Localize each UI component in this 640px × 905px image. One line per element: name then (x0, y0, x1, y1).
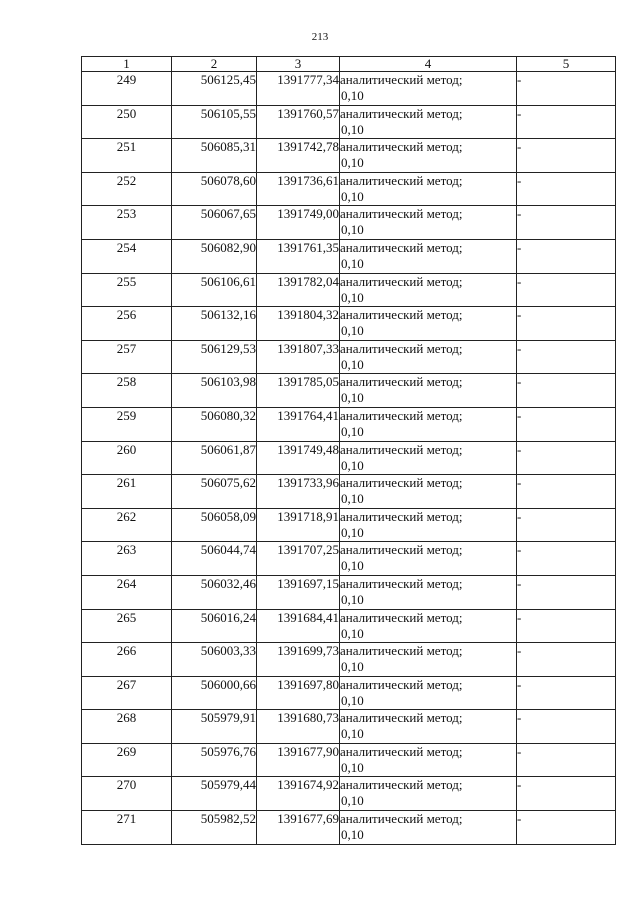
page-number: 213 (311, 31, 329, 43)
note-cell: - (517, 139, 616, 173)
table-row (82, 105, 616, 139)
y-coordinate-cell: 1391697,15 (257, 575, 340, 609)
x-coordinate-cell: 506125,45 (172, 72, 257, 106)
point-number-cell: 271 (82, 811, 172, 845)
point-number-cell: 253 (82, 206, 172, 240)
method-cell (340, 340, 517, 374)
x-coordinate-cell: 506032,46 (172, 575, 257, 609)
x-coordinate-cell: 505982,52 (172, 811, 257, 845)
point-number-cell: 264 (82, 575, 172, 609)
method-text: аналитический метод; (340, 777, 463, 793)
accuracy-text: 0,10 (341, 827, 364, 843)
point-number-cell: 258 (82, 374, 172, 408)
method-cell (340, 777, 517, 811)
y-coordinate-cell: 1391680,73 (257, 710, 340, 744)
method-text: аналитический метод; (340, 743, 463, 759)
method-cell (340, 609, 517, 643)
table-row (82, 273, 616, 307)
y-coordinate-cell: 1391677,69 (257, 811, 340, 845)
x-coordinate-cell: 505979,44 (172, 777, 257, 811)
column-header-note: 5 (517, 57, 616, 72)
x-coordinate-cell: 506067,65 (172, 206, 257, 240)
method-text: аналитический метод; (340, 676, 463, 692)
note-cell: - (517, 609, 616, 643)
x-coordinate-cell: 506132,16 (172, 307, 257, 341)
note-cell: - (517, 239, 616, 273)
method-cell (340, 172, 517, 206)
note-cell: - (517, 340, 616, 374)
x-coordinate-cell: 505976,76 (172, 743, 257, 777)
table-row (82, 811, 616, 845)
accuracy-text: 0,10 (341, 188, 364, 204)
method-cell (340, 743, 517, 777)
method-cell (340, 139, 517, 173)
accuracy-text: 0,10 (341, 255, 364, 271)
accuracy-text: 0,10 (341, 121, 364, 137)
method-text: аналитический метод; (340, 139, 463, 155)
method-cell (340, 441, 517, 475)
table-row (82, 407, 616, 441)
note-cell: - (517, 811, 616, 845)
accuracy-text: 0,10 (341, 759, 364, 775)
coordinates-table (81, 56, 616, 845)
y-coordinate-cell: 1391761,35 (257, 239, 340, 273)
note-cell: - (517, 777, 616, 811)
accuracy-text: 0,10 (341, 423, 364, 439)
table-row (82, 139, 616, 173)
note-cell: - (517, 710, 616, 744)
accuracy-text: 0,10 (341, 524, 364, 540)
table-row (82, 743, 616, 777)
accuracy-text: 0,10 (341, 491, 364, 507)
column-header-y: 3 (257, 57, 340, 72)
point-number-cell: 269 (82, 743, 172, 777)
y-coordinate-cell: 1391785,05 (257, 374, 340, 408)
y-coordinate-cell: 1391749,00 (257, 206, 340, 240)
method-text: аналитический метод; (340, 307, 463, 323)
method-cell (340, 643, 517, 677)
method-cell (340, 407, 517, 441)
accuracy-text: 0,10 (341, 692, 364, 708)
x-coordinate-cell: 506003,33 (172, 643, 257, 677)
point-number-cell: 257 (82, 340, 172, 374)
y-coordinate-cell: 1391749,48 (257, 441, 340, 475)
table-header-row (82, 57, 616, 72)
table-row (82, 609, 616, 643)
x-coordinate-cell: 506000,66 (172, 676, 257, 710)
method-text: аналитический метод; (340, 575, 463, 591)
method-text: аналитический метод; (340, 643, 463, 659)
accuracy-text: 0,10 (341, 289, 364, 305)
x-coordinate-cell: 506085,31 (172, 139, 257, 173)
method-text: аналитический метод; (340, 407, 463, 423)
y-coordinate-cell: 1391718,91 (257, 508, 340, 542)
method-cell (340, 508, 517, 542)
method-cell (340, 273, 517, 307)
note-cell: - (517, 441, 616, 475)
y-coordinate-cell: 1391807,33 (257, 340, 340, 374)
y-coordinate-cell: 1391804,32 (257, 307, 340, 341)
x-coordinate-cell: 506129,53 (172, 340, 257, 374)
x-coordinate-cell: 506080,32 (172, 407, 257, 441)
table-row (82, 508, 616, 542)
note-cell: - (517, 407, 616, 441)
accuracy-text: 0,10 (341, 793, 364, 809)
column-header-method: 4 (340, 57, 517, 72)
table-row (82, 206, 616, 240)
table-body (82, 72, 616, 845)
table-row (82, 307, 616, 341)
note-cell: - (517, 206, 616, 240)
point-number-cell: 270 (82, 777, 172, 811)
accuracy-text: 0,10 (341, 155, 364, 171)
y-coordinate-cell: 1391674,92 (257, 777, 340, 811)
y-coordinate-cell: 1391760,57 (257, 105, 340, 139)
method-text: аналитический метод; (340, 441, 463, 457)
y-coordinate-cell: 1391697,80 (257, 676, 340, 710)
point-number-cell: 252 (82, 172, 172, 206)
accuracy-text: 0,10 (341, 625, 364, 641)
accuracy-text: 0,10 (341, 591, 364, 607)
note-cell: - (517, 475, 616, 509)
point-number-cell: 255 (82, 273, 172, 307)
accuracy-text: 0,10 (341, 558, 364, 574)
note-cell: - (517, 105, 616, 139)
method-text: аналитический метод; (340, 609, 463, 625)
method-text: аналитический метод; (340, 475, 463, 491)
table-row (82, 172, 616, 206)
point-number-cell: 259 (82, 407, 172, 441)
x-coordinate-cell: 506105,55 (172, 105, 257, 139)
y-coordinate-cell: 1391777,34 (257, 72, 340, 106)
x-coordinate-cell: 506106,61 (172, 273, 257, 307)
method-text: аналитический метод; (340, 72, 463, 87)
method-cell (340, 676, 517, 710)
table-row (82, 777, 616, 811)
table-row (82, 676, 616, 710)
note-cell: - (517, 575, 616, 609)
note-cell: - (517, 542, 616, 576)
method-text: аналитический метод; (340, 273, 463, 289)
y-coordinate-cell: 1391736,61 (257, 172, 340, 206)
table-row (82, 374, 616, 408)
note-cell: - (517, 273, 616, 307)
method-cell (340, 542, 517, 576)
point-number-cell: 261 (82, 475, 172, 509)
method-text: аналитический метод; (340, 542, 463, 558)
point-number-cell: 265 (82, 609, 172, 643)
table-row (82, 643, 616, 677)
method-cell (340, 475, 517, 509)
table-row (82, 72, 616, 106)
x-coordinate-cell: 506061,87 (172, 441, 257, 475)
accuracy-text: 0,10 (341, 222, 364, 238)
method-text: аналитический метод; (340, 239, 463, 255)
x-coordinate-cell: 506103,98 (172, 374, 257, 408)
note-cell: - (517, 307, 616, 341)
method-text: аналитический метод; (340, 105, 463, 121)
x-coordinate-cell: 506078,60 (172, 172, 257, 206)
column-header-x: 2 (172, 57, 257, 72)
y-coordinate-cell: 1391742,78 (257, 139, 340, 173)
point-number-cell: 263 (82, 542, 172, 576)
y-coordinate-cell: 1391782,04 (257, 273, 340, 307)
note-cell: - (517, 72, 616, 106)
accuracy-text: 0,10 (341, 323, 364, 339)
method-cell (340, 206, 517, 240)
method-text: аналитический метод; (340, 374, 463, 390)
accuracy-text: 0,10 (341, 457, 364, 473)
point-number-cell: 256 (82, 307, 172, 341)
x-coordinate-cell: 506082,90 (172, 239, 257, 273)
note-cell: - (517, 172, 616, 206)
method-text: аналитический метод; (340, 206, 463, 222)
accuracy-text: 0,10 (341, 726, 364, 742)
note-cell: - (517, 676, 616, 710)
method-cell (340, 72, 517, 106)
y-coordinate-cell: 1391699,73 (257, 643, 340, 677)
accuracy-text: 0,10 (341, 356, 364, 372)
accuracy-text: 0,10 (341, 659, 364, 675)
accuracy-text: 0,10 (341, 390, 364, 406)
point-number-cell: 254 (82, 239, 172, 273)
point-number-cell: 262 (82, 508, 172, 542)
y-coordinate-cell: 1391707,25 (257, 542, 340, 576)
point-number-cell: 251 (82, 139, 172, 173)
table-row (82, 710, 616, 744)
table-row (82, 239, 616, 273)
table-row (82, 475, 616, 509)
note-cell: - (517, 743, 616, 777)
table-row (82, 575, 616, 609)
method-cell (340, 105, 517, 139)
table-row (82, 441, 616, 475)
point-number-cell: 267 (82, 676, 172, 710)
x-coordinate-cell: 506058,09 (172, 508, 257, 542)
method-text: аналитический метод; (340, 811, 463, 827)
point-number-cell: 266 (82, 643, 172, 677)
method-cell (340, 710, 517, 744)
x-coordinate-cell: 506044,74 (172, 542, 257, 576)
table-row (82, 340, 616, 374)
point-number-cell: 250 (82, 105, 172, 139)
y-coordinate-cell: 1391733,96 (257, 475, 340, 509)
method-text: аналитический метод; (340, 508, 463, 524)
point-number-cell: 268 (82, 710, 172, 744)
method-text: аналитический метод; (340, 172, 463, 188)
note-cell: - (517, 508, 616, 542)
column-header-point-number: 1 (82, 57, 172, 72)
note-cell: - (517, 374, 616, 408)
y-coordinate-cell: 1391764,41 (257, 407, 340, 441)
note-cell: - (517, 643, 616, 677)
method-cell (340, 811, 517, 845)
y-coordinate-cell: 1391677,90 (257, 743, 340, 777)
table-row (82, 542, 616, 576)
point-number-cell: 249 (82, 72, 172, 106)
accuracy-text: 0,10 (341, 88, 364, 103)
method-cell (340, 374, 517, 408)
point-number-cell: 260 (82, 441, 172, 475)
method-text: аналитический метод; (340, 710, 463, 726)
x-coordinate-cell: 505979,91 (172, 710, 257, 744)
method-cell (340, 575, 517, 609)
method-cell (340, 307, 517, 341)
y-coordinate-cell: 1391684,41 (257, 609, 340, 643)
x-coordinate-cell: 506016,24 (172, 609, 257, 643)
method-text: аналитический метод; (340, 340, 463, 356)
method-cell (340, 239, 517, 273)
x-coordinate-cell: 506075,62 (172, 475, 257, 509)
